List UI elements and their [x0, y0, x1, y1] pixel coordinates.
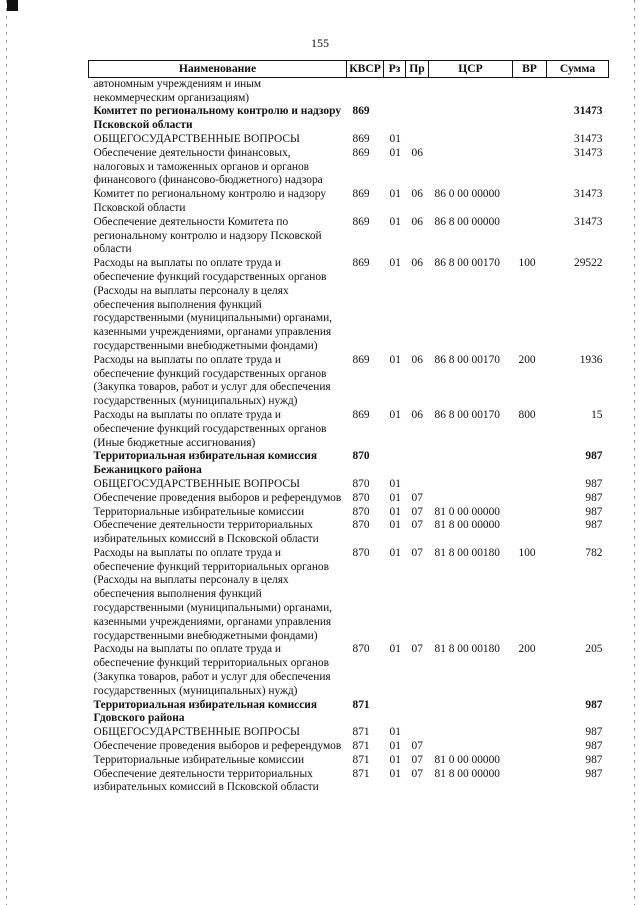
cell-pr — [406, 699, 429, 727]
cell-name: Обеспечение проведения выборов и референдумов — [93, 491, 342, 504]
cell-rz: 01 — [389, 546, 401, 559]
cell-vr — [513, 492, 547, 506]
cell-kvsr: 869 — [352, 353, 370, 366]
cell-sum: 782 — [585, 546, 603, 559]
cell-rz: 01 — [389, 146, 401, 159]
table-row — [89, 726, 609, 740]
cell-csr: 86 8 00 00170 — [434, 408, 500, 421]
cell-rz: 01 — [389, 257, 401, 270]
table-row — [89, 409, 609, 450]
cell-vr — [513, 478, 547, 492]
cell-rz: 01 — [389, 188, 401, 201]
col-name-header: Наименование — [89, 61, 347, 78]
cell-pr: 06 — [411, 188, 423, 201]
cell-name: ОБЩЕГОСУДАРСТВЕННЫЕ ВОПРОСЫ — [93, 132, 300, 145]
cell-csr: 86 8 00 00000 — [434, 215, 500, 228]
cell-kvsr: 869 — [352, 215, 370, 228]
col-kvsr-header: КВСР — [347, 61, 384, 78]
cell-csr: 86 8 00 00170 — [434, 257, 500, 270]
cell-sum: 31473 — [574, 132, 603, 145]
cell-vr: 200 — [518, 353, 536, 366]
col-pr-header: Пр — [406, 61, 429, 78]
cell-kvsr: 871 — [352, 698, 370, 711]
cell-csr: 81 8 00 00000 — [434, 767, 500, 780]
table-row — [89, 547, 609, 644]
col-rz-header: Рз — [384, 61, 406, 78]
cell-pr — [406, 726, 429, 740]
cell-pr — [406, 450, 429, 478]
table-row — [89, 643, 609, 698]
cell-name: Расходы на выплаты по оплате труда и обеспечение функций территориальных органов (Закупка товаров, работ и услуг для обеспечения государственных (муниципальных) нужд) — [93, 643, 331, 697]
cell-pr — [406, 77, 429, 105]
cell-kvsr: 869 — [352, 105, 370, 118]
cell-sum: 987 — [585, 505, 603, 518]
cell-pr: 07 — [411, 491, 423, 504]
cell-csr — [429, 105, 513, 133]
cell-rz — [384, 77, 406, 105]
cell-vr — [513, 519, 547, 547]
cell-sum: 987 — [585, 698, 603, 711]
cell-vr — [513, 77, 547, 105]
cell-name: Территориальная избирательная комиссия Бежаницкого района — [93, 450, 317, 477]
cell-sum: 987 — [585, 491, 603, 504]
cell-sum: 15 — [591, 408, 603, 421]
cell-vr: 200 — [518, 643, 536, 656]
cell-csr: 81 8 00 00000 — [434, 519, 500, 532]
cell-name: Территориальная избирательная комиссия Гдовского района — [93, 698, 317, 725]
cell-kvsr: 869 — [352, 257, 370, 270]
cell-name: Обеспечение деятельности территориальных избирательных комиссий в Псковской области — [93, 519, 319, 546]
table-header — [89, 61, 609, 78]
cell-kvsr: 870 — [352, 643, 370, 656]
cell-pr — [406, 133, 429, 147]
right-margin-line — [634, 0, 635, 905]
table-row — [89, 188, 609, 216]
cell-kvsr: 869 — [352, 408, 370, 421]
table-row — [89, 768, 609, 796]
cell-rz: 01 — [389, 491, 401, 504]
cell-name: Территориальные избирательные комиссии — [93, 505, 305, 518]
cell-kvsr: 871 — [352, 726, 370, 739]
cell-pr: 06 — [411, 257, 423, 270]
cell-rz — [384, 450, 406, 478]
cell-name: Расходы на выплаты по оплате труда и обеспечение функций государственных органов (Закупка товаров, работ и услуг для обеспечения государственных (муниципальных) нужд) — [93, 353, 331, 408]
table-row — [89, 492, 609, 506]
budget-table — [88, 60, 609, 795]
cell-pr: 07 — [411, 519, 423, 532]
cell-kvsr: 871 — [352, 740, 370, 753]
cell-name: Комитет по региональному контролю и надзору Псковской области — [93, 105, 342, 132]
cell-name: Обеспечение деятельности Комитета по региональному контролю и надзору Псковской области — [93, 215, 322, 256]
cell-rz: 01 — [389, 519, 401, 532]
cell-vr — [513, 506, 547, 520]
cell-rz — [384, 699, 406, 727]
cell-name: Расходы на выплаты по оплате труда и обеспечение функций государственных органов (Расходы на выплаты персоналу в целях обеспечения выполнения функций государственными (муниципальными) органами, казенными учреждениями, органами управления государственными внебюджетными фондами) — [93, 257, 333, 352]
cell-vr — [513, 105, 547, 133]
cell-rz: 01 — [389, 753, 401, 766]
table-row — [89, 506, 609, 520]
cell-sum: 987 — [585, 753, 603, 766]
cell-csr: 81 8 00 00180 — [434, 643, 500, 656]
cell-rz: 01 — [389, 505, 401, 518]
cell-vr — [513, 147, 547, 188]
cell-vr — [513, 216, 547, 257]
cell-rz: 01 — [389, 353, 401, 366]
cell-csr — [429, 740, 513, 754]
table-row — [89, 257, 609, 354]
cell-sum: 987 — [585, 519, 603, 532]
cell-vr — [513, 133, 547, 147]
cell-pr: 06 — [411, 146, 423, 159]
cell-kvsr: 870 — [352, 505, 370, 518]
cell-sum: 987 — [585, 726, 603, 739]
cell-csr: 86 8 00 00170 — [434, 353, 500, 366]
cell-pr: 06 — [411, 353, 423, 366]
cell-csr — [429, 478, 513, 492]
cell-rz: 01 — [389, 767, 401, 780]
cell-csr — [429, 726, 513, 740]
cell-sum: 31473 — [574, 215, 603, 228]
cell-rz: 01 — [389, 726, 401, 739]
cell-kvsr: 871 — [352, 753, 370, 766]
cell-pr: 06 — [411, 408, 423, 421]
table-row — [89, 740, 609, 754]
table-row — [89, 450, 609, 478]
cell-kvsr: 869 — [352, 132, 370, 145]
table-row — [89, 216, 609, 257]
cell-kvsr: 869 — [352, 188, 370, 201]
cell-kvsr: 870 — [352, 491, 370, 504]
table-row — [89, 133, 609, 147]
cell-pr: 07 — [411, 753, 423, 766]
cell-csr: 81 8 00 00180 — [434, 546, 500, 559]
cell-kvsr: 870 — [352, 477, 370, 490]
cell-sum: 205 — [585, 643, 603, 656]
cell-vr — [513, 726, 547, 740]
cell-sum: 31473 — [574, 188, 603, 201]
cell-sum: 1936 — [579, 353, 603, 366]
cell-kvsr: 870 — [352, 450, 370, 463]
cell-sum: 29522 — [574, 257, 603, 270]
cell-vr: 100 — [518, 546, 536, 559]
table-row — [89, 478, 609, 492]
cell-pr: 07 — [411, 643, 423, 656]
cell-name: ОБЩЕГОСУДАРСТВЕННЫЕ ВОПРОСЫ — [93, 477, 300, 490]
table-row — [89, 754, 609, 768]
cell-name: Расходы на выплаты по оплате труда и обеспечение функций государственных органов (Иные бюджетные ассигнования) — [93, 408, 327, 449]
table-row — [89, 699, 609, 727]
cell-csr — [429, 492, 513, 506]
cell-pr: 06 — [411, 215, 423, 228]
cell-csr: 81 0 00 00000 — [434, 505, 500, 518]
cell-rz: 01 — [389, 740, 401, 753]
cell-sum: 987 — [585, 740, 603, 753]
page-number: 155 — [311, 36, 329, 50]
cell-rz: 01 — [389, 215, 401, 228]
cell-kvsr — [347, 77, 384, 105]
cell-rz: 01 — [389, 408, 401, 421]
cell-name: Обеспечение проведения выборов и референдумов — [93, 740, 342, 753]
cell-csr — [429, 147, 513, 188]
table-row — [89, 354, 609, 409]
cell-rz: 01 — [389, 477, 401, 490]
cell-name: Территориальные избирательные комиссии — [93, 753, 305, 766]
cell-name: ОБЩЕГОСУДАРСТВЕННЫЕ ВОПРОСЫ — [93, 726, 300, 739]
scan-corner-mark — [7, 0, 18, 11]
cell-sum: 987 — [585, 767, 603, 780]
cell-csr — [429, 133, 513, 147]
cell-sum — [547, 77, 609, 105]
cell-kvsr: 871 — [352, 767, 370, 780]
cell-name: Обеспечение деятельности территориальных избирательных комиссий в Псковской области — [93, 767, 319, 794]
cell-vr — [513, 754, 547, 768]
col-sum-header: Сумма — [547, 61, 609, 78]
cell-name: автономным учреждениям и иным некоммерческим организациям) — [93, 77, 262, 104]
col-vr-header: ВР — [513, 61, 547, 78]
cell-vr — [513, 768, 547, 796]
col-csr-header: ЦСР — [429, 61, 513, 78]
table-row — [89, 147, 609, 188]
cell-pr: 07 — [411, 546, 423, 559]
cell-vr: 100 — [518, 257, 536, 270]
cell-name: Расходы на выплаты по оплате труда и обеспечение функций территориальных органов (Расходы на выплаты персоналу в целях обеспечения выполнения функций государственными (муниципальными) органами, казенными учреждениями, органами управления государственными внебюджетными фондами) — [93, 546, 333, 642]
cell-pr — [406, 478, 429, 492]
table-row — [89, 519, 609, 547]
cell-sum: 31473 — [574, 105, 603, 118]
table-body — [89, 77, 609, 795]
cell-rz: 01 — [389, 132, 401, 145]
cell-kvsr: 869 — [352, 146, 370, 159]
cell-csr — [429, 699, 513, 727]
table-row — [89, 105, 609, 133]
cell-vr — [513, 699, 547, 727]
cell-csr: 81 0 00 00000 — [434, 753, 500, 766]
cell-name: Обеспечение деятельности финансовых, налоговых и таможенных органов и органов финансового (финансово-бюджетного) надзора — [93, 146, 323, 187]
cell-csr — [429, 77, 513, 105]
cell-kvsr: 870 — [352, 519, 370, 532]
cell-sum: 987 — [585, 477, 603, 490]
cell-name: Комитет по региональному контролю и надзору Псковской области — [93, 188, 327, 214]
cell-pr — [406, 105, 429, 133]
cell-vr — [513, 740, 547, 754]
cell-kvsr: 870 — [352, 546, 370, 559]
cell-vr — [513, 188, 547, 216]
cell-csr — [429, 450, 513, 478]
cell-sum: 31473 — [574, 146, 603, 159]
cell-vr: 800 — [518, 408, 536, 421]
cell-rz — [384, 105, 406, 133]
cell-sum: 987 — [585, 450, 603, 463]
cell-vr — [513, 450, 547, 478]
table-row — [89, 77, 609, 105]
cell-rz: 01 — [389, 643, 401, 656]
cell-pr: 07 — [411, 505, 423, 518]
cell-pr: 07 — [411, 740, 423, 753]
left-margin-line — [6, 0, 7, 905]
cell-csr: 86 0 00 00000 — [434, 188, 500, 201]
cell-pr: 07 — [411, 767, 423, 780]
